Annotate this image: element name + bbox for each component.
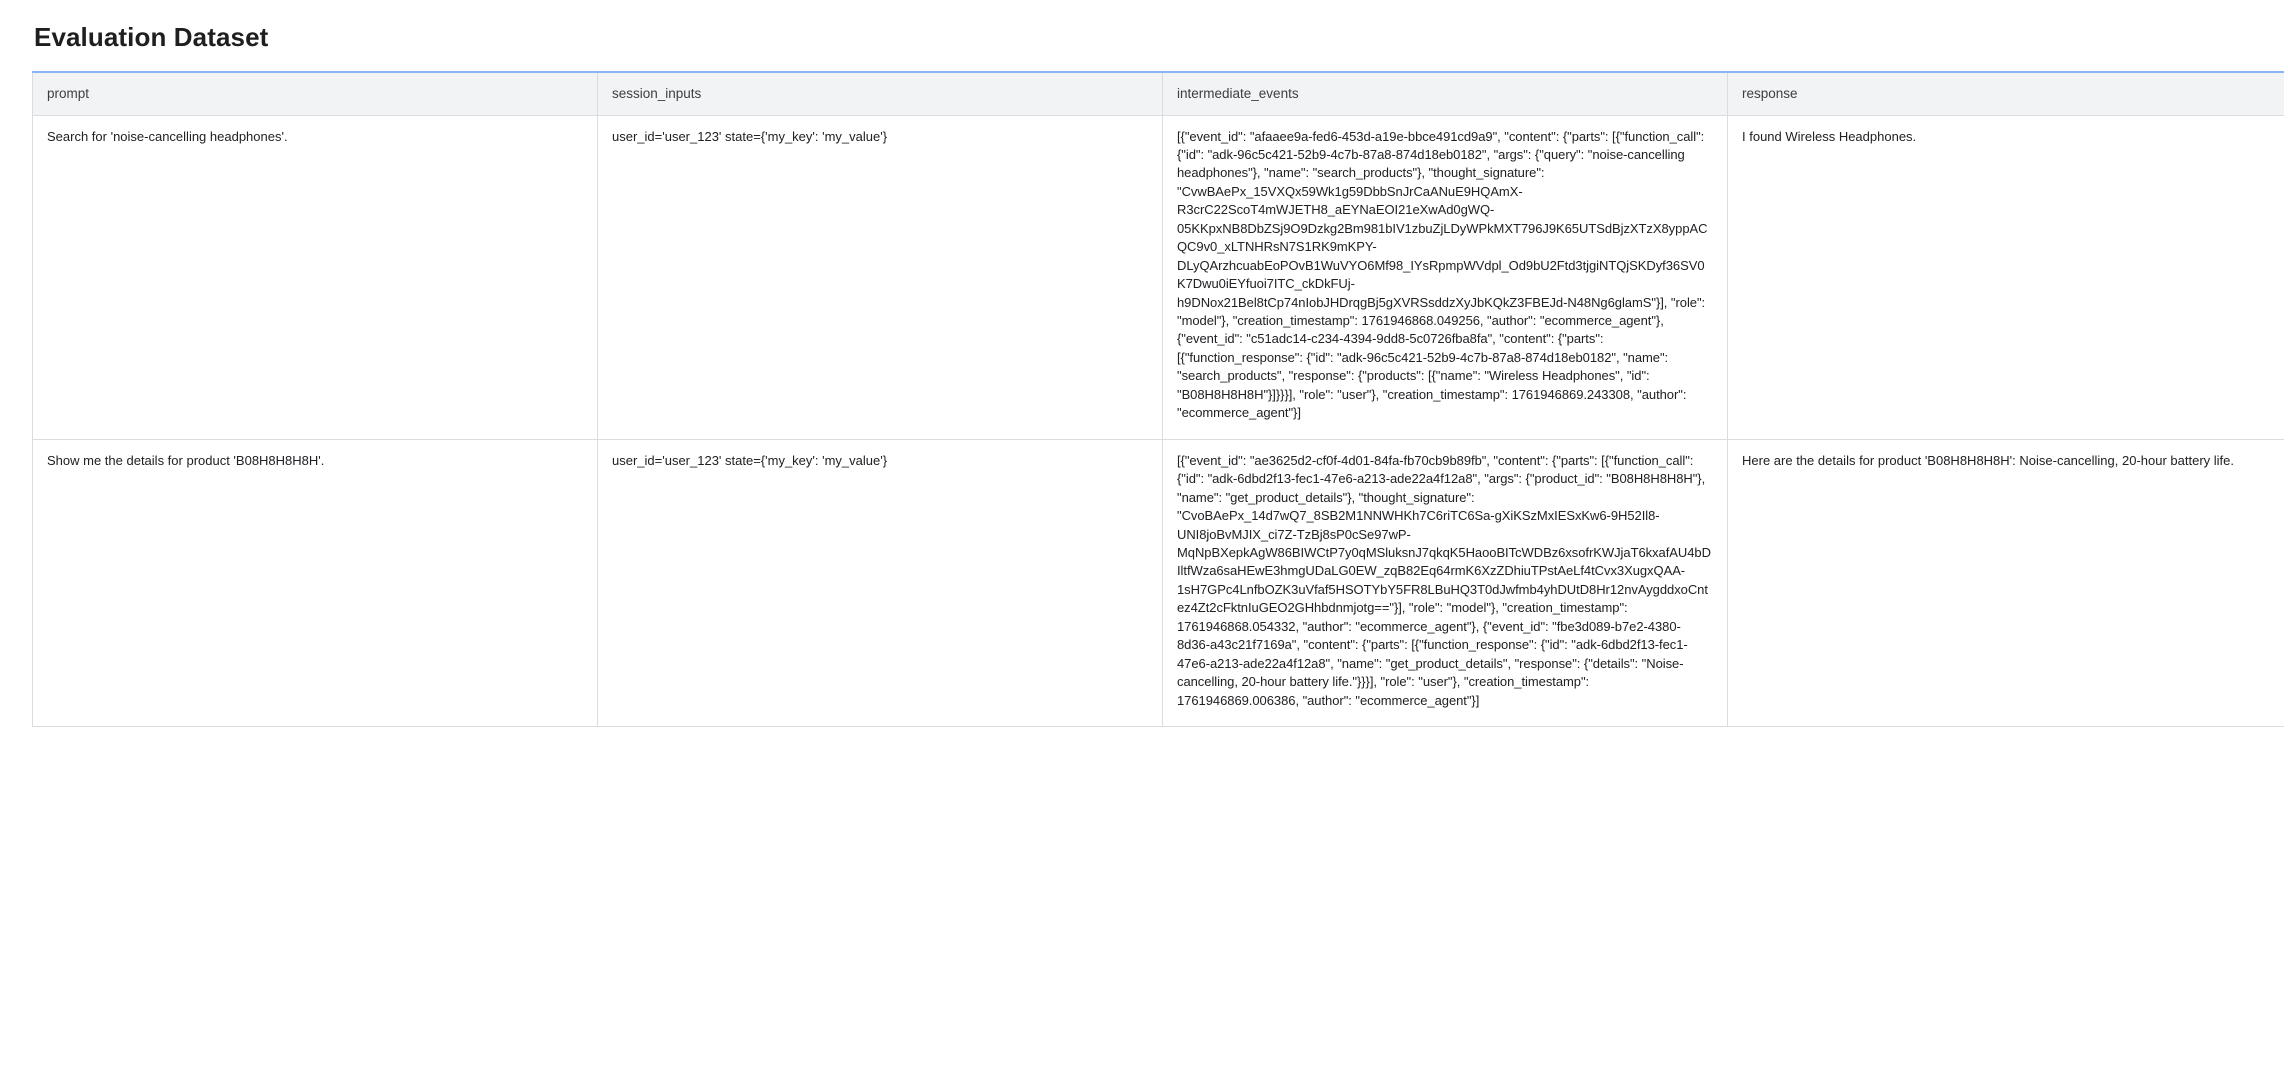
cell-session-inputs: user_id='user_123' state={'my_key': 'my_value'} bbox=[598, 115, 1163, 439]
cell-prompt: Show me the details for product 'B08H8H8H8H'. bbox=[33, 439, 598, 726]
cell-response: I found Wireless Headphones. bbox=[1728, 115, 2284, 439]
dataset-table bbox=[32, 73, 2284, 727]
table-row[interactable] bbox=[33, 115, 2284, 439]
column-header-session-inputs[interactable]: session_inputs bbox=[598, 73, 1163, 115]
page-title: Evaluation Dataset bbox=[34, 22, 269, 52]
column-header-prompt[interactable]: prompt bbox=[33, 73, 598, 115]
cell-response: Here are the details for product 'B08H8H8H8H': Noise-cancelling, 20-hour battery life. bbox=[1728, 439, 2284, 726]
cell-session-inputs: user_id='user_123' state={'my_key': 'my_value'} bbox=[598, 439, 1163, 726]
cell-intermediate-events: [{"event_id": "afaaee9a-fed6-453d-a19e-bbce491cd9a9", "content": {"parts": [{"function_call": {"id": "adk-96c5c421-52b9-4c7b-87a8-874d18eb0182", "args": {"query": "noise-cancelling headphones"}, "name": "search_products"}, "thought_signature": "CvwBAePx_15VXQx59Wk1g59DbbSnJrCaANuE9HQAmX-R3crC22ScoT4mWJETH8_aEYNaEOI21eXwAd0gWQ-05KKpxNB8DbZSj9O9Dzkg2Bm981bIV1zbuZjLDyWPkMXT796J9K65UTSdBjzXTzX8yppACQC9v0_xLTNHRsN7S1RK9mKPY-DLyQArzhcuabEoPOvB1WuVYO6Mf98_IYsRpmpWVdpl_Od9bU2Ftd3tjgiNTQjSKDyf36SV0K7Dwu0iEYfuoi7ITC_ckDkFUj-h9DNox21Bel8tCp74nIobJHDrqgBj5gXVRSsddzXyJbKQkZ3FBEJd-N48Ng6glamS"}], "role": "model"}, "creation_timestamp": 1761946868.049256, "author": "ecommerce_agent"}, {"event_id": "c51adc14-c234-4394-9dd8-5c0726fba8fa", "content": {"parts": [{"function_response": {"id": "adk-96c5c421-52b9-4c7b-87a8-874d18eb0182", "name": "search_products", "response": {"products": [{"name": "Wireless Headphones", "id": "B08H8H8H8H"}]}}}], "role": "user"}, "creation_timestamp": 1761946869.243308, "author": "ecommerce_agent"}] bbox=[1163, 115, 1728, 439]
table-header bbox=[33, 73, 2284, 115]
cell-intermediate-events: [{"event_id": "ae3625d2-cf0f-4d01-84fa-fb70cb9b89fb", "content": {"parts": [{"function_call": {"id": "adk-6dbd2f13-fec1-47e6-a213-ade22a4f12a8", "args": {"product_id": "B08H8H8H8H"}, "name": "get_product_details"}, "thought_signature": "CvoBAePx_14d7wQ7_8SB2M1NNWHKh7C6riTC6Sa-gXiKSzMxIESxKw6-9H52Il8-UNI8joBvMJIX_ci7Z-TzBj8sP0cSe97wP-MqNpBXepkAgW86BIWCtP7y0qMSluksnJ7qkqK5HaooBITcWDBz6xsofrKWJjaT6kxafAU4bDIltfWza6saHEwE3hmgUDaLG0EW_zqB82Eq64rmK6XzZDhiuTPstAeLf4tCvx3XugxQAA-1sH7GPc4LnfbOZK3uVfaf5HSOTYbY5FR8LBuHQ3T0dJwfmb4yhDUtD8Hr12nvAygddxoCntez4Zt2cFktnIuGEO2GHhbdnmjotg=="}], "role": "model"}, "creation_timestamp": 1761946868.054332, "author": "ecommerce_agent"}, {"event_id": "fbe3d089-b7e2-4380-8d36-a43c21f7169a", "content": {"parts": [{"function_response": {"id": "adk-6dbd2f13-fec1-47e6-a213-ade22a4f12a8", "name": "get_product_details", "response": {"details": "Noise-cancelling, 20-hour battery life."}}}], "role": "user"}, "creation_timestamp": 1761946869.006386, "author": "ecommerce_agent"}] bbox=[1163, 439, 1728, 726]
table-row[interactable] bbox=[33, 439, 2284, 726]
table-body bbox=[33, 115, 2284, 727]
dataset-table-container bbox=[32, 71, 2284, 727]
table-header-row bbox=[33, 73, 2284, 115]
cell-prompt: Search for 'noise-cancelling headphones'. bbox=[33, 115, 598, 439]
column-header-intermediate-events[interactable]: intermediate_events bbox=[1163, 73, 1728, 115]
column-header-response[interactable]: response bbox=[1728, 73, 2284, 115]
